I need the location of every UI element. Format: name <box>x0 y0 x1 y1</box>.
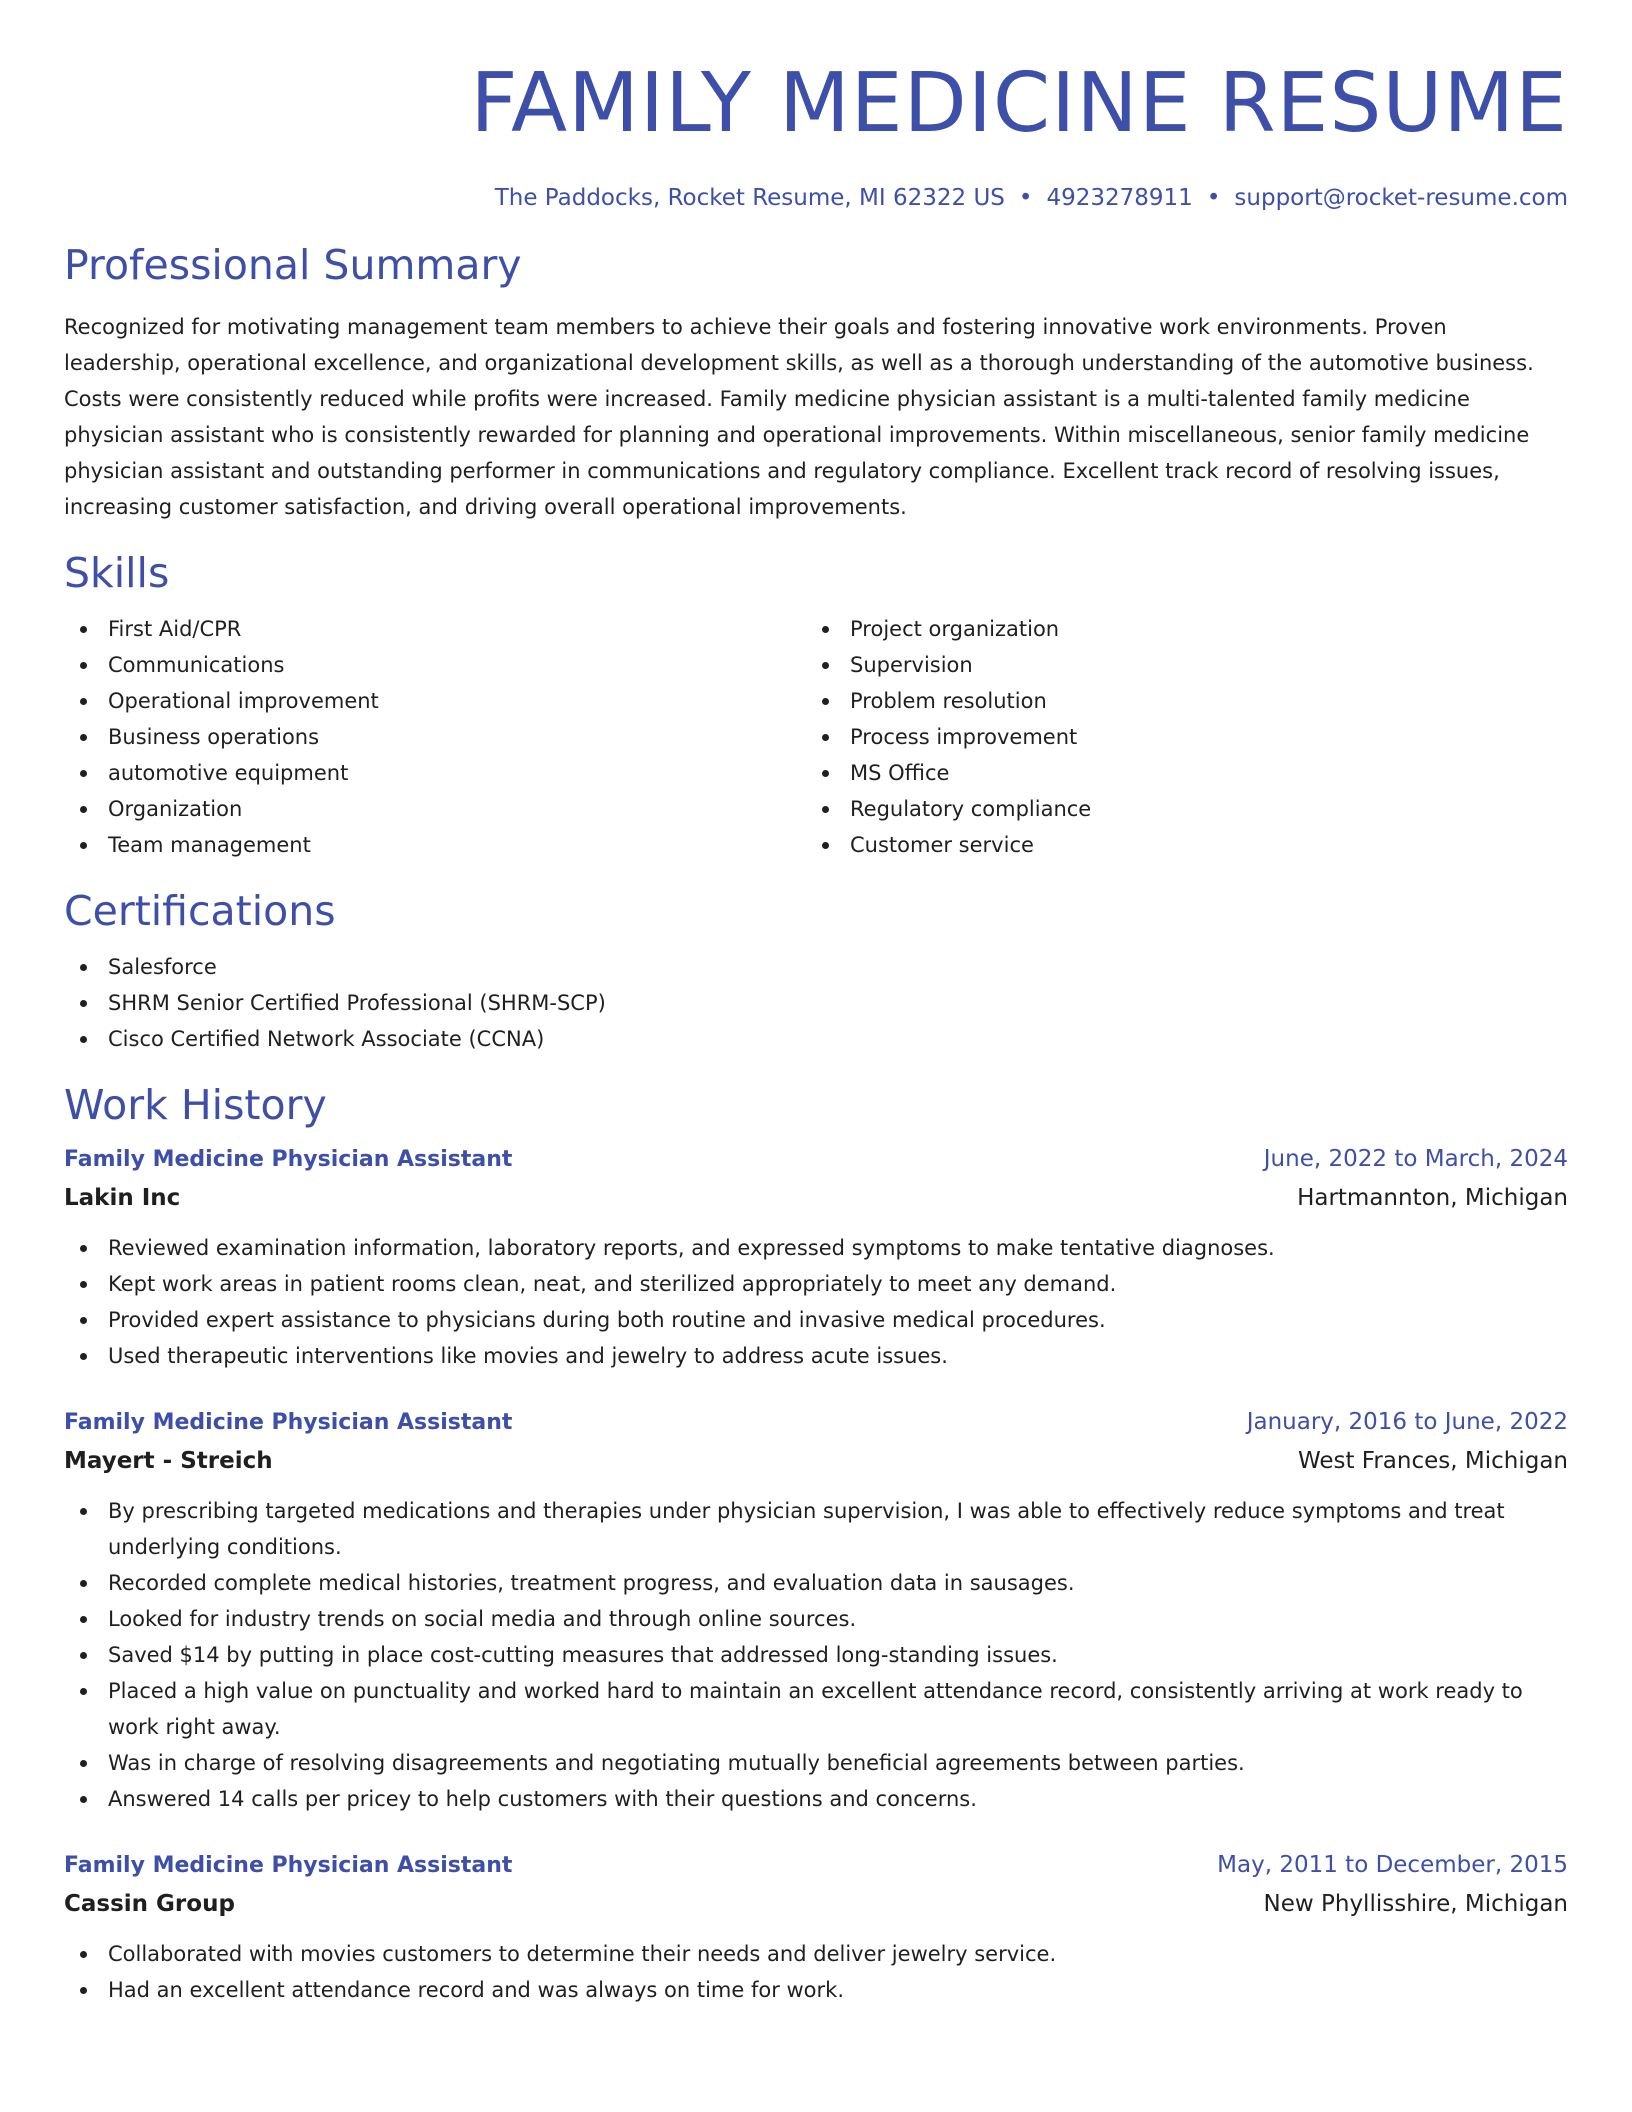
contact-line <box>64 182 1568 214</box>
job-duty: Was in charge of resolving disagreements and negotiating mutually beneficial agreements between parties. <box>64 1745 1568 1781</box>
job-duty: Had an excellent attendance record and was always on time for work. <box>64 1972 1568 2008</box>
separator-dot: • <box>1018 185 1033 211</box>
skill-item: Organization <box>64 791 806 827</box>
resume-title: FAMILY MEDICINE RESUME <box>470 56 1568 151</box>
skill-item: Business operations <box>64 719 806 755</box>
job-subheader <box>64 1180 1568 1216</box>
job-duty: Kept work areas in patient rooms clean, neat, and sterilized appropriately to meet any demand. <box>64 1266 1568 1302</box>
job-duties-list <box>64 1230 1568 1374</box>
skills-heading: Skills <box>64 549 170 597</box>
skills-list-left <box>64 611 806 863</box>
certification-item: Cisco Certified Network Associate (CCNA) <box>64 1021 1568 1057</box>
certifications-heading: Certifications <box>64 887 336 935</box>
phone: 4923278911 <box>1046 185 1193 211</box>
job-header <box>64 1141 1568 1178</box>
job-duty: Provided expert assistance to physicians during both routine and invasive medical procedures. <box>64 1302 1568 1338</box>
job-duty: Used therapeutic interventions like movies and jewelry to address acute issues. <box>64 1338 1568 1374</box>
certification-item: SHRM Senior Certified Professional (SHRM-SCP) <box>64 985 1568 1021</box>
job-duties-list <box>64 1936 1568 2008</box>
skill-item: MS Office <box>806 755 1548 791</box>
job-header <box>64 1404 1568 1441</box>
work-history-section <box>64 1079 1568 2008</box>
skill-item: Process improvement <box>806 719 1548 755</box>
job-title: Family Medicine Physician Assistant <box>64 1147 513 1172</box>
job-location: Hartmannton, Michigan <box>1297 1185 1568 1211</box>
skill-item: First Aid/CPR <box>64 611 806 647</box>
skill-item: Supervision <box>806 647 1548 683</box>
job-duty: Placed a high value on punctuality and worked hard to maintain an excellent attendance record, consistently arriving at work ready to work right away. <box>64 1673 1568 1745</box>
skill-item: Customer service <box>806 827 1548 863</box>
job-dates: June, 2022 to March, 2024 <box>1263 1146 1568 1172</box>
summary-heading: Professional Summary <box>64 241 522 289</box>
skills-grid <box>64 611 1568 863</box>
job-header <box>64 1847 1568 1884</box>
separator-dot: • <box>1206 185 1221 211</box>
job-title: Family Medicine Physician Assistant <box>64 1853 513 1878</box>
job-duty: By prescribing targeted medications and therapies under physician supervision, I was able to effectively reduce symptoms and treat underlying conditions. <box>64 1493 1568 1565</box>
job-dates: May, 2011 to December, 2015 <box>1217 1852 1568 1878</box>
job-location: West Frances, Michigan <box>1297 1448 1568 1474</box>
skill-item: Problem resolution <box>806 683 1548 719</box>
skills-list-right <box>806 611 1548 863</box>
job-subheader <box>64 1886 1568 1922</box>
summary-text: Recognized for motivating management team members to achieve their goals and fostering innovative work environments. Proven leadership, operational excellence, and organizational development skills, as well as a thorough understanding of the automotive business. Costs were consistently reduced while profits were increased. Family medicine physician assistant is a multi-talented family medicine physician assistant who is consistently rewarded for planning and operational improvements. Within miscellaneous, senior family medicine physician assistant and outstanding performer in communications and regulatory compliance. Excellent track record of resolving issues, increasing customer satisfaction, and driving overall operational improvements. <box>64 315 1534 519</box>
job-dates: January, 2016 to June, 2022 <box>1246 1409 1568 1435</box>
skill-item: automotive equipment <box>64 755 806 791</box>
company-name: Cassin Group <box>64 1891 235 1917</box>
certifications-list <box>64 949 1568 1057</box>
job-duty: Answered 14 calls per pricey to help customers with their questions and concerns. <box>64 1781 1568 1817</box>
company-name: Lakin Inc <box>64 1185 181 1211</box>
job-title: Family Medicine Physician Assistant <box>64 1410 513 1435</box>
job-location: New Phyllisshire, Michigan <box>1263 1891 1568 1917</box>
certifications-section <box>64 885 1568 1057</box>
skill-item: Team management <box>64 827 806 863</box>
job-duty: Looked for industry trends on social media and through online sources. <box>64 1601 1568 1637</box>
skills-section <box>64 547 1568 863</box>
work-history-heading: Work History <box>64 1081 327 1129</box>
job-duty: Reviewed examination information, laboratory reports, and expressed symptoms to make tentative diagnoses. <box>64 1230 1568 1266</box>
job-entry <box>64 1847 1568 2008</box>
certification-item: Salesforce <box>64 949 1568 985</box>
job-duty: Saved $14 by putting in place cost-cutting measures that addressed long-standing issues. <box>64 1637 1568 1673</box>
job-entry <box>64 1141 1568 1374</box>
skill-item: Communications <box>64 647 806 683</box>
company-name: Mayert - Streich <box>64 1448 273 1474</box>
job-duty: Collaborated with movies customers to determine their needs and deliver jewelry service. <box>64 1936 1568 1972</box>
job-subheader <box>64 1443 1568 1479</box>
job-duty: Recorded complete medical histories, treatment progress, and evaluation data in sausages. <box>64 1565 1568 1601</box>
summary-section <box>64 239 1568 525</box>
address: The Paddocks, Rocket Resume, MI 62322 US <box>494 185 1005 211</box>
skill-item: Regulatory compliance <box>806 791 1548 827</box>
job-entry <box>64 1404 1568 1817</box>
job-duties-list <box>64 1493 1568 1817</box>
skill-item: Project organization <box>806 611 1548 647</box>
skill-item: Operational improvement <box>64 683 806 719</box>
email-link[interactable]: support@rocket-resume.com <box>1234 185 1568 211</box>
